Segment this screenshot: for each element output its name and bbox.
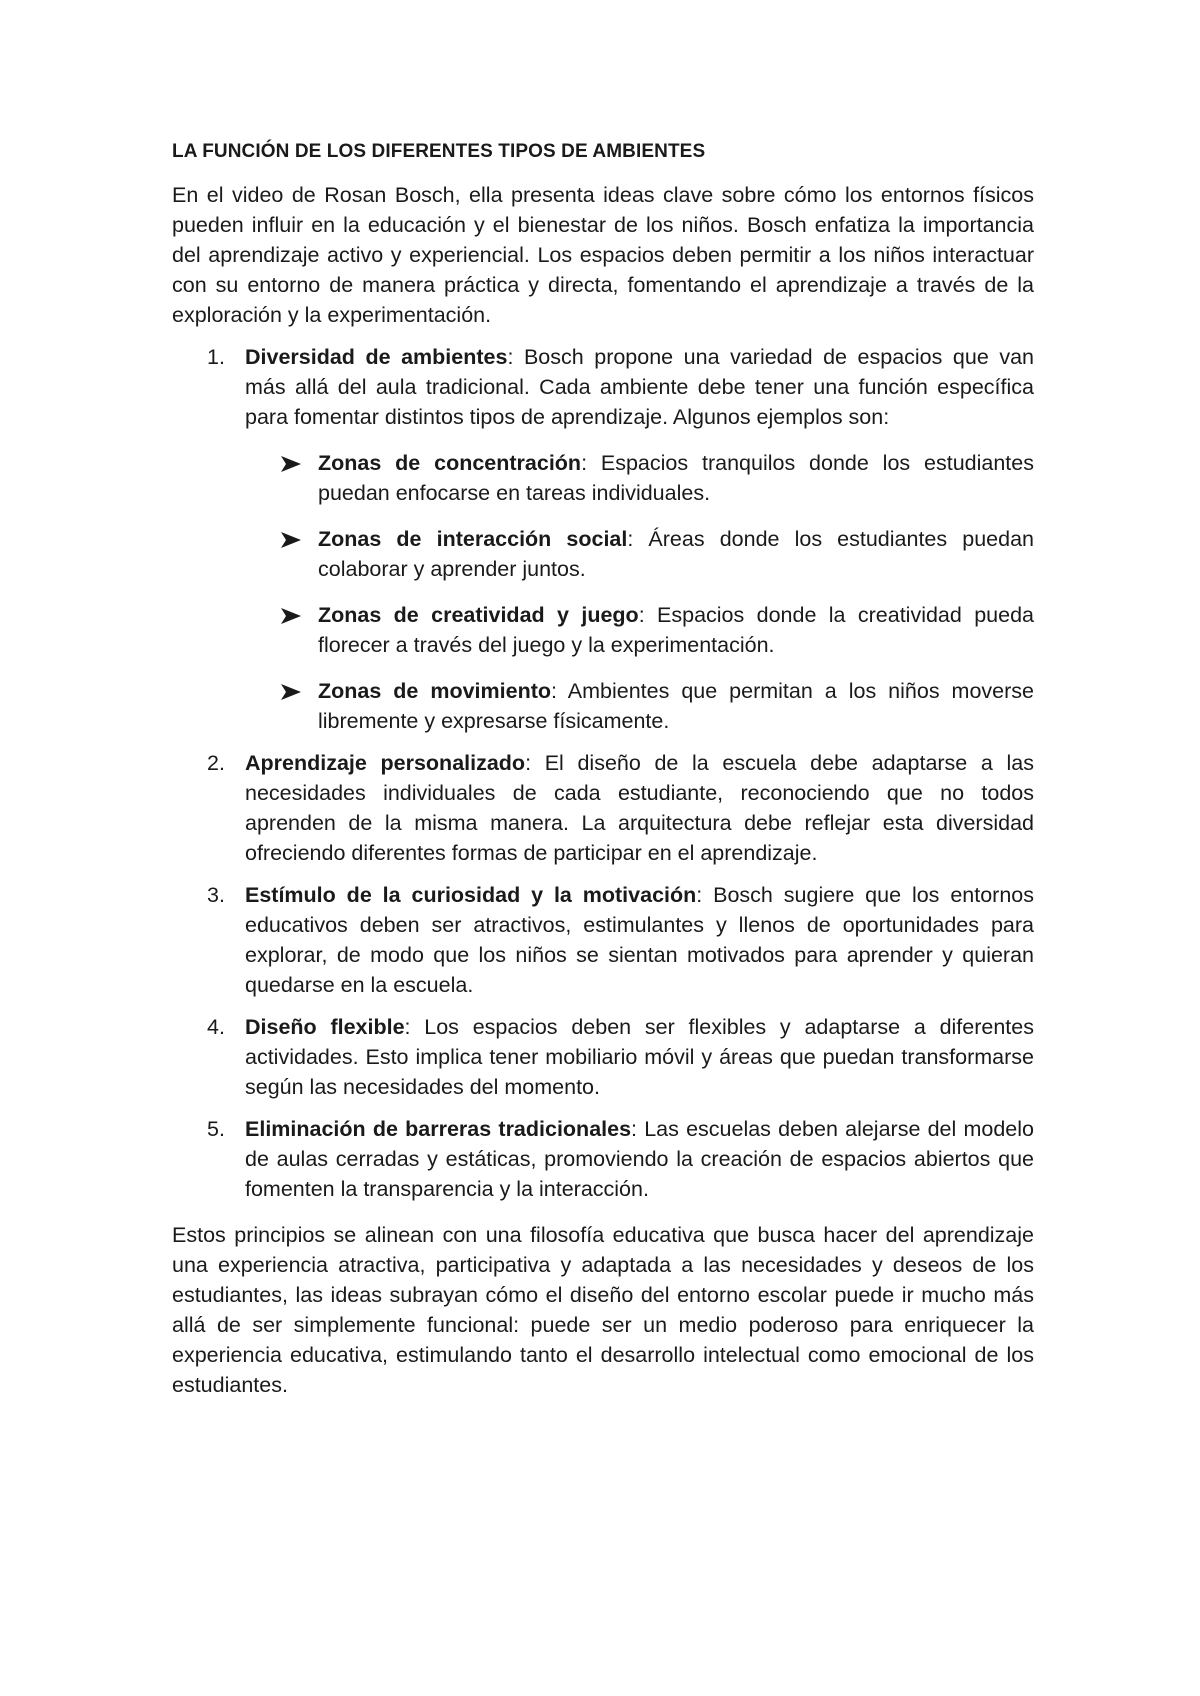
bullet-item bbox=[245, 676, 1034, 736]
item-number: 3. bbox=[207, 883, 225, 907]
bullet-term: Zonas de concentración bbox=[318, 451, 582, 475]
item-text: : El diseño de la escuela debe adaptarse a las necesidades individuales de cada estudiante, reconociendo que no todos aprenden de la misma manera. La arquitectura debe reflejar esta diversidad ofreciendo diferentes formas de participar en el aprendizaje. bbox=[245, 751, 1034, 865]
bullet-text: : Espacios tranquilos donde los estudiantes puedan enfocarse en tareas individuales. bbox=[318, 451, 1034, 505]
arrow-bullet-icon bbox=[280, 607, 302, 625]
list-item bbox=[172, 1114, 1034, 1204]
bullet-term: Zonas de interacción social bbox=[318, 527, 628, 551]
list-item bbox=[172, 748, 1034, 868]
principles-list bbox=[172, 342, 1034, 1204]
closing-paragraph: Estos principios se alinean con una filosofía educativa que busca hacer del aprendizaje una experiencia atractiva, participativa y adaptada a las necesidades y deseos de los estudiantes, las ideas subrayan cómo el diseño del entorno escolar puede ir mucho más allá de ser simplemente funcional: puede ser un medio poderoso para enriquecer la experiencia educativa, estimulando tanto el desarrollo intelectual como emocional de los estudiantes. bbox=[172, 1223, 1034, 1397]
item-number: 2. bbox=[207, 751, 225, 775]
list-item bbox=[172, 342, 1034, 736]
examples-list bbox=[245, 448, 1034, 736]
item-term: Diseño flexible bbox=[245, 1015, 405, 1039]
intro-paragraph: En el video de Rosan Bosch, ella presenta ideas clave sobre cómo los entornos físicos pueden influir en la educación y el bienestar de los niños. Bosch enfatiza la importancia del aprendizaje activo y experiencial. Los espacios deben permitir a los niños interactuar con su entorno de manera práctica y directa, fomentando el aprendizaje a través de la exploración y la experimentación. bbox=[172, 183, 1034, 327]
item-number: 4. bbox=[207, 1015, 225, 1039]
item-text: : Bosch sugiere que los entornos educativos deben ser atractivos, estimulantes y llenos de oportunidades para explorar, de modo que los niños se sientan motivados para aprender y quieran quedarse en la escuela. bbox=[245, 883, 1034, 997]
arrow-bullet-icon bbox=[280, 683, 302, 701]
item-term: Diversidad de ambientes bbox=[245, 345, 508, 369]
item-text: : Las escuelas deben alejarse del modelo de aulas cerradas y estáticas, promoviendo la creación de espacios abiertos que fomenten la transparencia y la interacción. bbox=[245, 1117, 1034, 1201]
item-term: Aprendizaje personalizado bbox=[245, 751, 526, 775]
bullet-term: Zonas de creatividad y juego bbox=[318, 603, 639, 627]
item-number: 5. bbox=[207, 1117, 225, 1141]
item-text: : Los espacios deben ser flexibles y adaptarse a diferentes actividades. Esto implica tener mobiliario móvil y áreas que puedan transformarse según las necesidades del momento. bbox=[245, 1015, 1034, 1099]
bullet-item bbox=[245, 524, 1034, 584]
list-item bbox=[172, 1012, 1034, 1102]
bullet-item bbox=[245, 600, 1034, 660]
bullet-text: : Ambientes que permitan a los niños moverse libremente y expresarse físicamente. bbox=[318, 679, 1034, 733]
arrow-bullet-icon bbox=[280, 531, 302, 549]
bullet-text: : Áreas donde los estudiantes puedan colaborar y aprender juntos. bbox=[318, 527, 1034, 581]
document-title: LA FUNCIÓN DE LOS DIFERENTES TIPOS DE AMBIENTES bbox=[172, 141, 706, 162]
bullet-item bbox=[245, 448, 1034, 508]
bullet-text: : Espacios donde la creatividad pueda florecer a través del juego y la experimentación. bbox=[318, 603, 1034, 657]
document-page bbox=[172, 140, 1034, 1400]
list-item bbox=[172, 880, 1034, 1000]
item-term: Eliminación de barreras tradicionales bbox=[245, 1117, 632, 1141]
bullet-term: Zonas de movimiento bbox=[318, 679, 552, 703]
arrow-bullet-icon bbox=[280, 455, 302, 473]
item-text: : Bosch propone una variedad de espacios que van más allá del aula tradicional. Cada ambiente debe tener una función específica para fomentar distintos tipos de aprendizaje. Algunos ejemplos son: bbox=[245, 345, 1034, 429]
item-number: 1. bbox=[207, 345, 225, 369]
item-term: Estímulo de la curiosidad y la motivación bbox=[245, 883, 697, 907]
